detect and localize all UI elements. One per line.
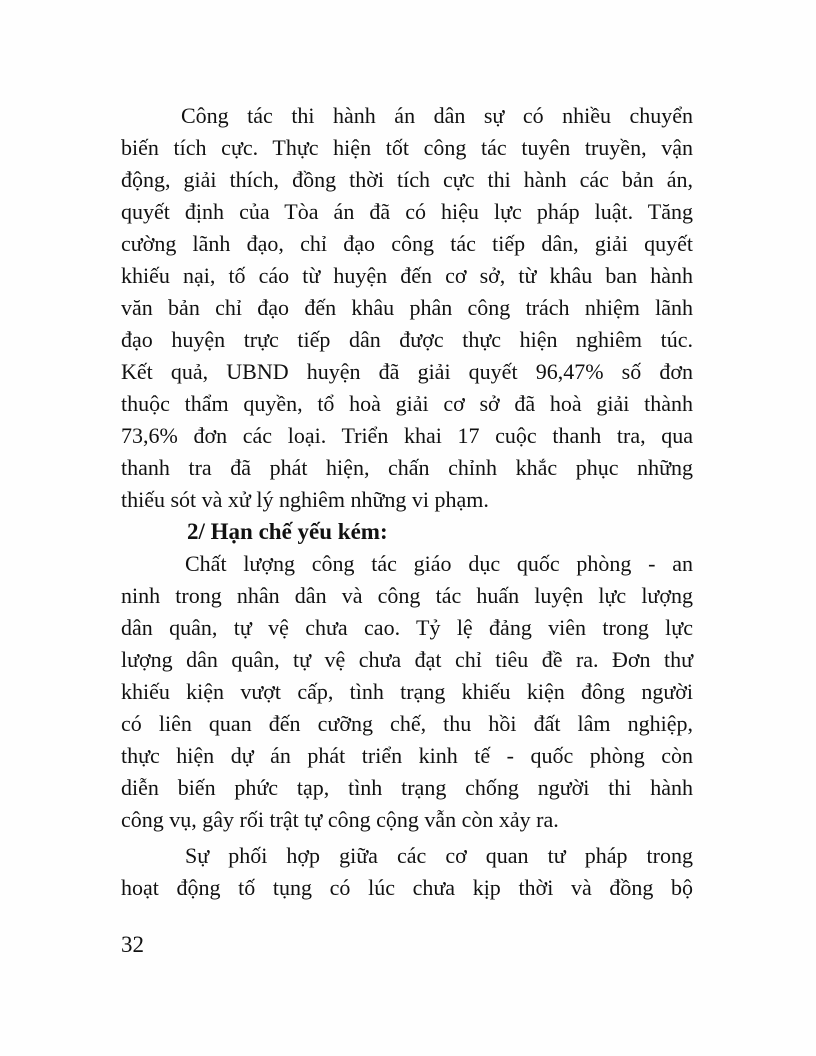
text-line: động, giải thích, đồng thời tích cực thi hành các bản án,: [121, 167, 693, 192]
text-line: thuộc thẩm quyền, tổ hoà giải cơ sở đã hoà giải thành: [121, 391, 693, 416]
text-line: công vụ, gây rối trật tự công cộng vẫn còn xảy ra.: [121, 807, 559, 832]
paragraph-han-che: [121, 548, 693, 836]
text-line: Công tác thi hành án dân sự có nhiều chuyển: [181, 103, 693, 128]
text-line: khiếu nại, tố cáo từ huyện đến cơ sở, từ khâu ban hành: [121, 263, 693, 288]
text-line: lượng dân quân, tự vệ chưa đạt chỉ tiêu đề ra. Đơn thư: [121, 647, 693, 672]
text-line: biến tích cực. Thực hiện tốt công tác tuyên truyền, vận: [121, 135, 693, 160]
text-line: đạo huyện trực tiếp dân được thực hiện nghiêm túc.: [121, 327, 693, 352]
text-line: văn bản chỉ đạo đến khâu phân công trách nhiệm lãnh: [121, 295, 693, 320]
text-line: thực hiện dự án phát triển kinh tế - quốc phòng còn: [121, 743, 693, 768]
text-line: thanh tra đã phát hiện, chấn chỉnh khắc phục những: [121, 455, 693, 480]
text-line: diễn biến phức tạp, tình trạng chống người thi hành: [121, 775, 693, 800]
text-line: Sự phối hợp giữa các cơ quan tư pháp trong: [185, 843, 693, 868]
body-text: [121, 100, 693, 904]
text-line: quyết định của Tòa án đã có hiệu lực pháp luật. Tăng: [121, 199, 693, 224]
text-line: cường lãnh đạo, chỉ đạo công tác tiếp dân, giải quyết: [121, 231, 693, 256]
text-line: 73,6% đơn các loại. Triển khai 17 cuộc thanh tra, qua: [121, 423, 693, 448]
text-line: Chất lượng công tác giáo dục quốc phòng - an: [185, 551, 693, 576]
text-line: thiếu sót và xử lý nghiêm những vi phạm.: [121, 487, 489, 512]
section-heading: 2/ Hạn chế yếu kém:: [187, 519, 388, 544]
page-number: 32: [121, 932, 144, 957]
paragraph-thi-hanh-an: [121, 100, 693, 516]
paragraph-phoi-hop: [121, 840, 693, 904]
text-line: Kết quả, UBND huyện đã giải quyết 96,47% số đơn: [121, 359, 693, 384]
text-line: dân quân, tự vệ chưa cao. Tỷ lệ đảng viên trong lực: [121, 615, 693, 640]
text-line: hoạt động tố tụng có lúc chưa kịp thời và đồng bộ: [121, 875, 693, 900]
text-line: ninh trong nhân dân và công tác huấn luyện lực lượng: [121, 583, 693, 608]
text-line: có liên quan đến cưỡng chế, thu hồi đất lâm nghiệp,: [121, 711, 693, 736]
text-line: khiếu kiện vượt cấp, tình trạng khiếu kiện đông người: [121, 679, 693, 704]
